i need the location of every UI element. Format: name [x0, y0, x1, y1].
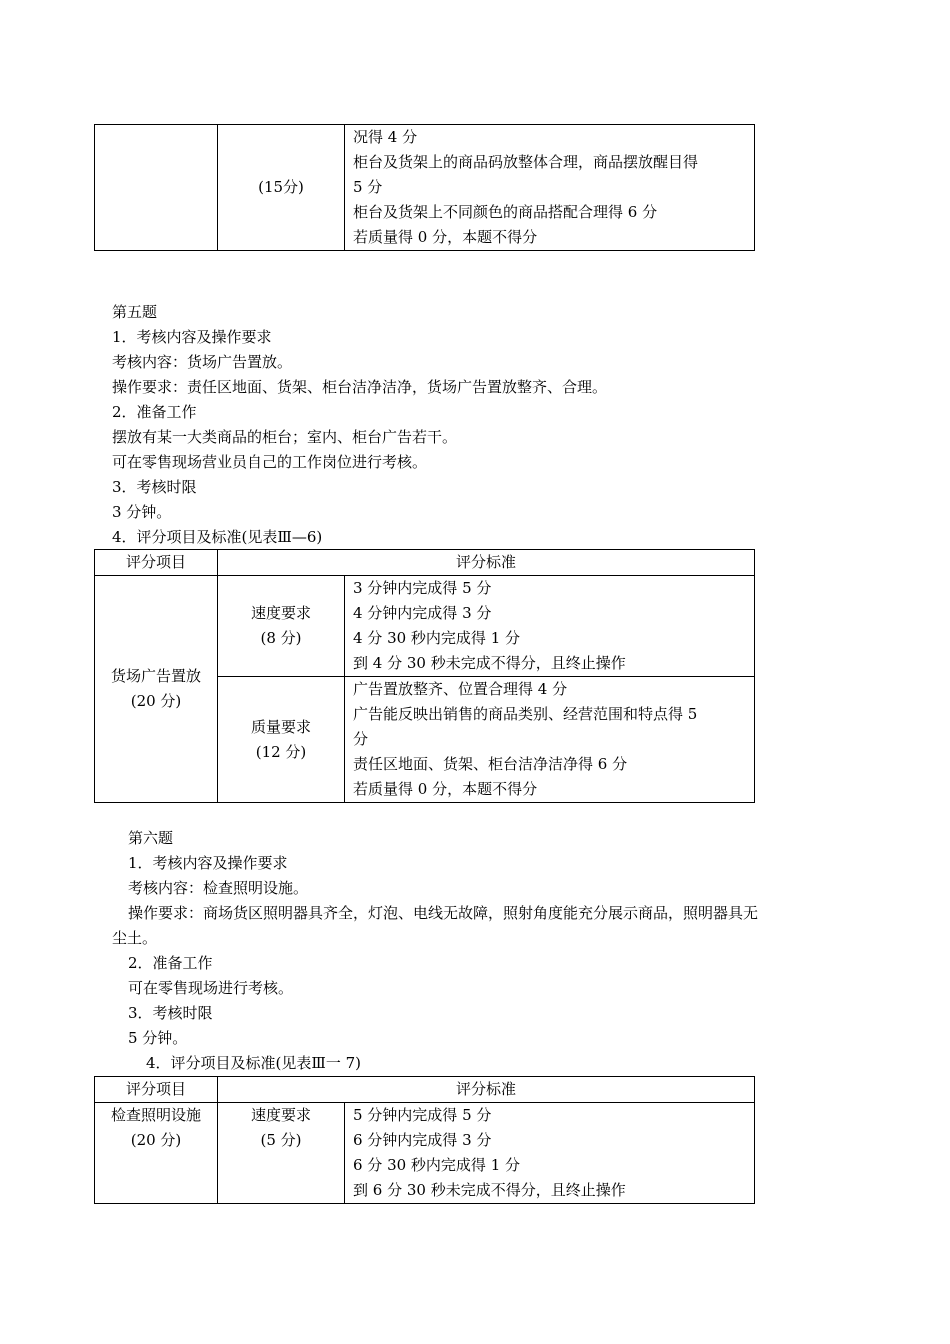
section5-heading-4: 4．评分项目及标准(见表Ⅲ—6) — [112, 528, 323, 546]
score-table-continued — [94, 124, 755, 251]
section5-title: 第五题 — [112, 303, 158, 321]
section5-prep-2: 可在零售现场营业员自己的工作岗位进行考核。 — [112, 453, 428, 471]
criteria-line: 况得 4 分 — [353, 128, 418, 146]
section6-heading-2: 2．准备工作 — [128, 954, 213, 972]
header-standard-cell: 评分标准 — [218, 1077, 755, 1103]
section5-heading-3: 3．考核时限 — [112, 478, 197, 496]
header-item-cell: 评分项目 — [95, 550, 218, 576]
item-score: (20 分) — [130, 692, 182, 710]
item-cell — [95, 1103, 218, 1204]
criteria-line: 6 分钟内完成得 3 分 — [353, 1131, 492, 1149]
section5-heading-2: 2．准备工作 — [112, 403, 197, 421]
criteria-line: 广告置放整齐、位置合理得 4 分 — [353, 680, 568, 698]
speed-score: (5 分) — [260, 1131, 302, 1149]
header-standard-cell: 评分标准 — [218, 550, 755, 576]
header-item-cell: 评分项目 — [95, 1077, 218, 1103]
section6-requirement-cont: 尘土。 — [112, 929, 158, 947]
item-score: (20 分) — [130, 1131, 182, 1149]
criteria-line: 若质量得 0 分，本题不得分 — [353, 780, 538, 798]
item-name: 检查照明设施 — [110, 1106, 201, 1124]
score-table-7 — [94, 1076, 755, 1204]
section5-prep-1: 摆放有某一大类商品的柜台；室内、柜台广告若干。 — [112, 428, 458, 446]
section6-time: 5 分钟。 — [128, 1029, 188, 1047]
criteria-line: 5 分 — [353, 178, 383, 196]
criteria-line: 分 — [353, 730, 369, 748]
item-name: 货场广告置放 — [110, 667, 201, 685]
item-cell — [95, 576, 218, 803]
speed-name: 速度要求 — [250, 1106, 311, 1124]
criteria-line: 6 分 30 秒内完成得 1 分 — [353, 1156, 521, 1174]
section6-heading-4: 4．评分项目及标准(见表Ⅲ一 7) — [146, 1054, 362, 1072]
criteria-line: 到 4 分 30 秒未完成不得分，且终止操作 — [353, 654, 626, 672]
section6-heading-1: 1．考核内容及操作要求 — [128, 854, 288, 872]
section5-content: 考核内容：货场广告置放。 — [112, 353, 293, 371]
speed-name: 速度要求 — [250, 604, 311, 622]
section5-heading-1: 1．考核内容及操作要求 — [112, 328, 272, 346]
criteria-line: 柜台及货架上不同颜色的商品搭配合理得 6 分 — [353, 203, 658, 221]
empty-item-cell — [95, 125, 218, 251]
section6-title: 第六题 — [128, 829, 174, 847]
quality-score-cell: (15分) — [218, 125, 345, 251]
speed-criteria-cell — [345, 576, 755, 677]
quality-criteria-cell — [345, 677, 755, 803]
criteria-line: 5 分钟内完成得 5 分 — [353, 1106, 492, 1124]
speed-criteria-cell — [345, 1103, 755, 1204]
criteria-line: 3 分钟内完成得 5 分 — [353, 579, 492, 597]
criteria-cell — [345, 125, 755, 251]
quality-cell — [218, 677, 345, 803]
criteria-line: 到 6 分 30 秒未完成不得分，且终止操作 — [353, 1181, 626, 1199]
criteria-line: 4 分 30 秒内完成得 1 分 — [353, 629, 521, 647]
quality-name: 质量要求 — [250, 717, 311, 736]
section6-heading-3: 3．考核时限 — [128, 1004, 213, 1022]
section5-time: 3 分钟。 — [112, 503, 172, 521]
section6-requirement: 操作要求：商场货区照明器具齐全，灯泡、电线无故障，照射角度能充分展示商品，照明器具无 — [128, 904, 759, 922]
quality-score: (12 分) — [255, 742, 307, 761]
speed-cell — [218, 576, 345, 677]
criteria-line: 责任区地面、货架、柜台洁净洁净得 6 分 — [353, 755, 628, 773]
section5-requirement: 操作要求：责任区地面、货架、柜台洁净洁净，货场广告置放整齐、合理。 — [112, 378, 608, 396]
criteria-line: 柜台及货架上的商品码放整体合理，商品摆放醒目得 — [353, 153, 699, 171]
score-table-6 — [94, 549, 755, 803]
criteria-line: 4 分钟内完成得 3 分 — [353, 604, 492, 622]
criteria-line: 广告能反映出销售的商品类别、经营范围和特点得 5 — [353, 705, 698, 723]
section6-content: 考核内容：检查照明设施。 — [128, 879, 309, 897]
section6-prep-1: 可在零售现场进行考核。 — [128, 979, 294, 997]
criteria-line: 若质量得 0 分，本题不得分 — [353, 228, 538, 246]
speed-cell — [218, 1103, 345, 1204]
speed-score: (8 分) — [260, 629, 302, 647]
